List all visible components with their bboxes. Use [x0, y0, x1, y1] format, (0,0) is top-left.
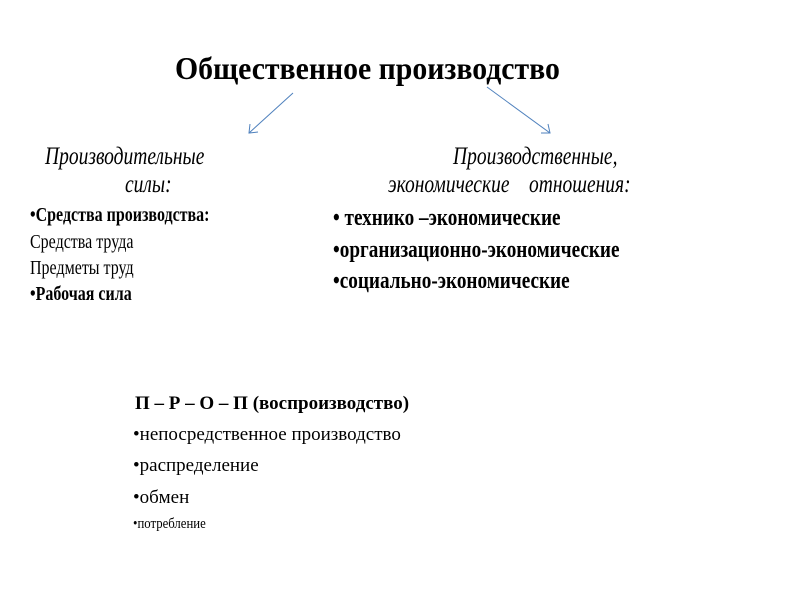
right-item: • технико –экономические	[333, 205, 561, 231]
right-item: •организационно-экономические	[333, 237, 620, 263]
right-item: •социально-экономические	[333, 268, 570, 294]
bottom-item: •распределение	[133, 455, 259, 476]
left-item: •Рабочая сила	[30, 283, 132, 305]
left-heading-line2: силы:	[125, 171, 172, 198]
arrow-right	[487, 87, 550, 133]
right-heading-line2: экономические отношения:	[388, 171, 631, 198]
left-heading-line1: Производительные	[45, 143, 205, 170]
bottom-item: •потребление	[133, 516, 206, 532]
arrow-left	[249, 93, 293, 133]
left-item: Предметы труд	[30, 257, 134, 279]
bottom-item: •обмен	[133, 487, 190, 508]
left-item: •Средства производства:	[30, 204, 210, 226]
bottom-heading: П – Р – О – П (воспроизводство)	[135, 393, 410, 414]
right-heading-line1: Производственные,	[453, 143, 618, 170]
left-item: Средства труда	[30, 231, 134, 253]
bottom-item: •непосредственное производство	[133, 424, 401, 445]
slide-title: Общественное производство	[175, 50, 560, 86]
